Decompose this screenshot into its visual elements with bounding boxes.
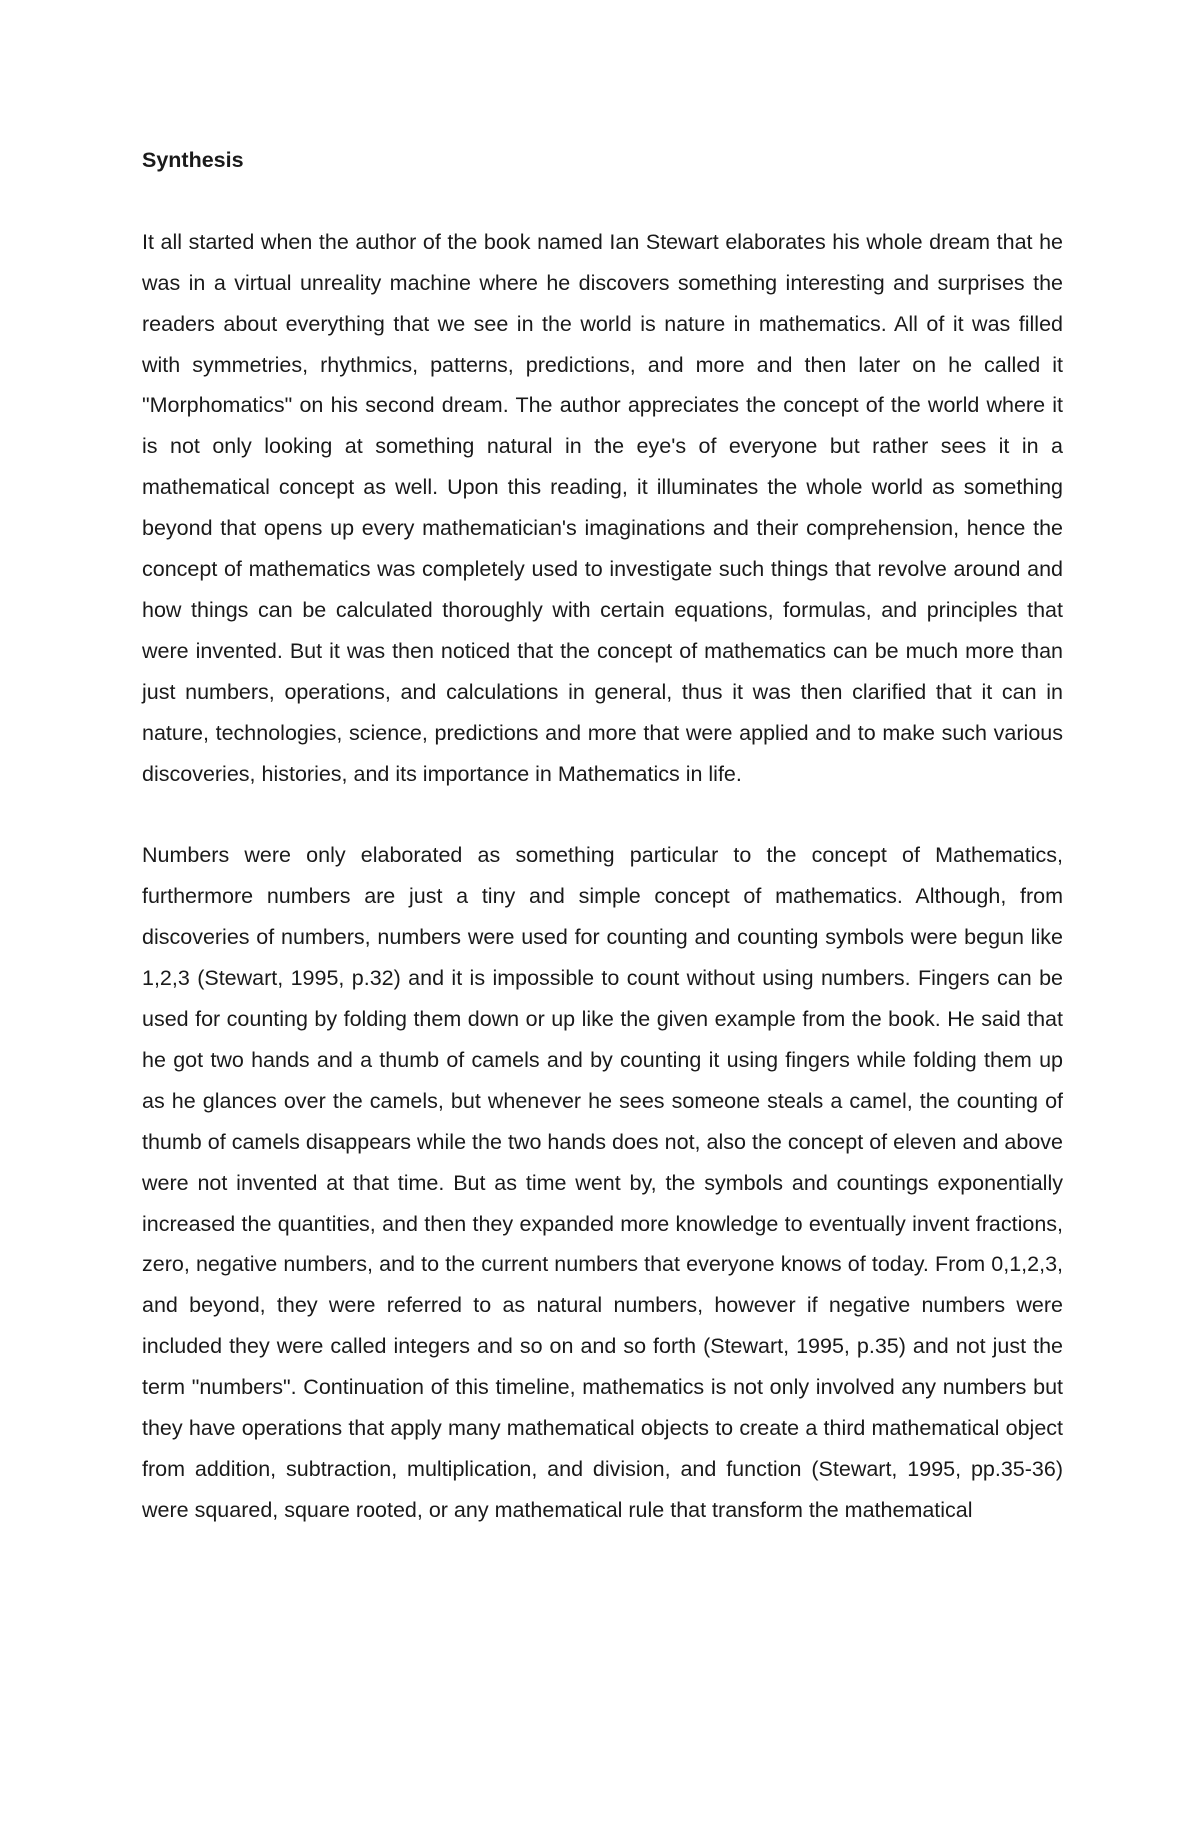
paragraph-2: Numbers were only elaborated as something particular to the concept of Mathematics, furthermore numbers are just a tiny and simple concept of mathematics. Although, from discoveries of numbers, numbers were used for counting and counting symbols were begun like 1,2,3 (Stewart, 1995, p.32) and it is impossible to count without using numbers. Fingers can be used for counting by folding them down or up like the given example from the book. He said that he got two hands and a thumb of camels and by counting it using fingers while folding them up as he glances over the camels, but whenever he sees someone steals a camel, the counting of thumb of camels disappears while the two hands does not, also the concept of eleven and above were not invented at that time. But as time went by, the symbols and countings exponentially increased the quantities, and then they expanded more knowledge to eventually invent fractions, zero, negative numbers, and to the current numbers that everyone knows of today. From 0,1,2,3, and beyond, they were referred to as natural numbers, however if negative numbers were included they were called integers and so on and so forth (Stewart, 1995, p.35) and not just the term "numbers". Continuation of this timeline, mathematics is not only involved any numbers but they have operations that apply many mathematical objects to create a third mathematical object from addition, subtraction, multiplication, and division, and function (Stewart, 1995, pp.35-36) were squared, square rooted, or any mathematical rule that transform the mathematical — [142, 843, 1063, 1522]
paragraph-1: It all started when the author of the book named Ian Stewart elaborates his whole dream that he was in a virtual unreality machine where he discovers something interesting and surprises the readers about everything that we see in the world is nature in mathematics. All of it was filled with symmetries, rhythmics, patterns, predictions, and more and then later on he called it "Morphomatics" on his second dream. The author appreciates the concept of the world where it is not only looking at something natural in the eye's of everyone but rather sees it in a mathematical concept as well. Upon this reading, it illuminates the whole world as something beyond that opens up every mathematician's imaginations and their comprehension, hence the concept of mathematics was completely used to investigate such things that revolve around and how things can be calculated thoroughly with certain equations, formulas, and principles that were invented. But it was then noticed that the concept of mathematics can be much more than just numbers, operations, and calculations in general, thus it was then clarified that it can in nature, technologies, science, predictions and more that were applied and to make such various discoveries, histories, and its importance in Mathematics in life. — [142, 229, 1063, 786]
title-spacing — [142, 181, 1063, 222]
document-body — [142, 140, 1063, 1531]
section-title: Synthesis — [142, 148, 244, 172]
